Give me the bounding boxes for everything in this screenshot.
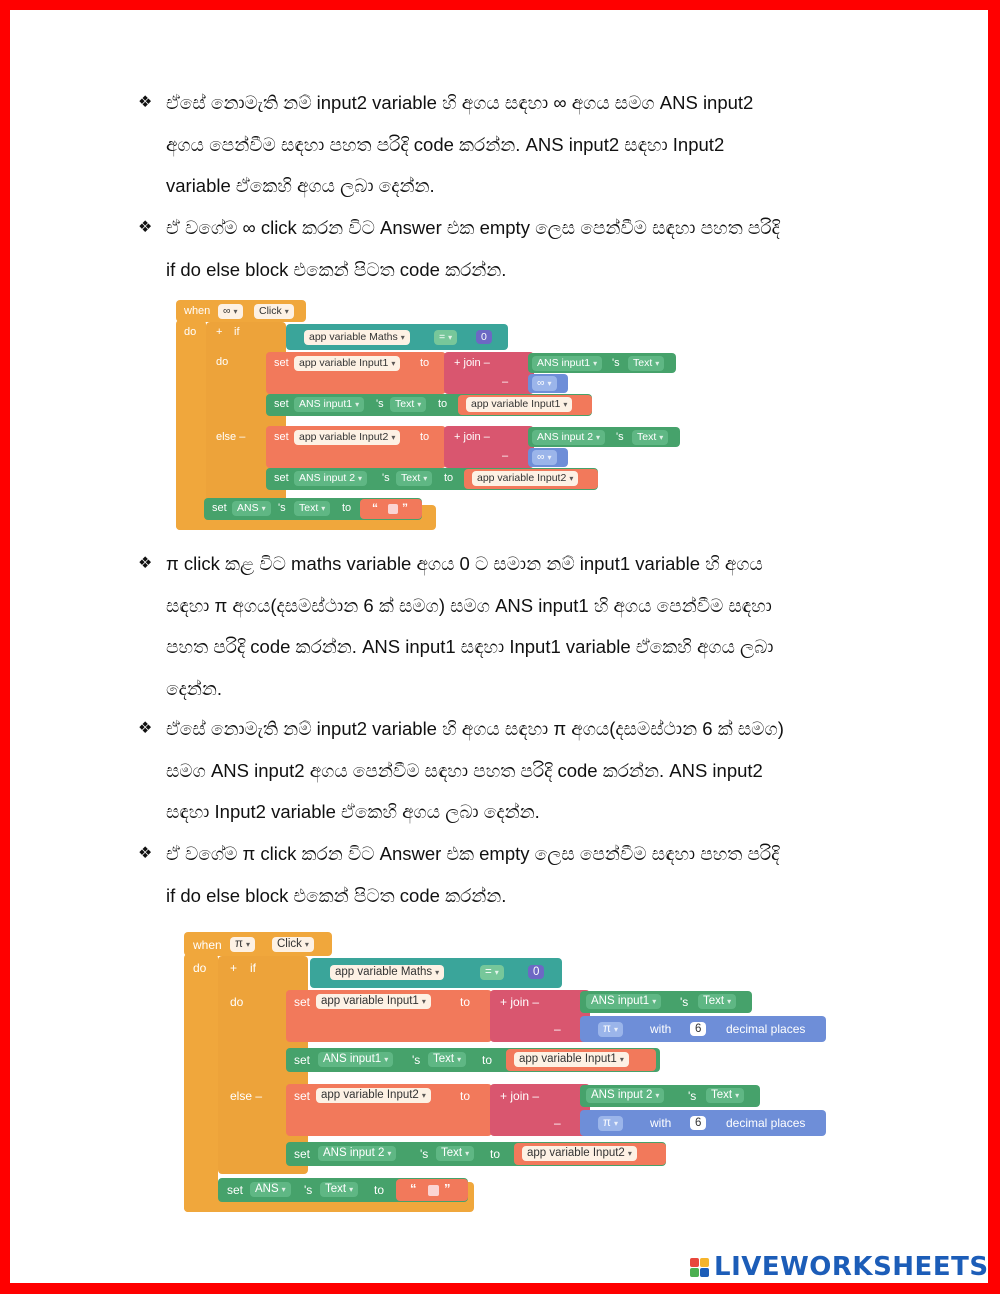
- component-dropdown[interactable]: π ▾: [230, 937, 255, 952]
- instruction-line: පහත පරිදි code කරන්න. ANS input1 සඳහා Input1 variable ඒකෙහි අගය ලබා: [166, 636, 774, 657]
- to-label: to: [460, 1089, 471, 1103]
- possessive-label: 's: [376, 398, 384, 410]
- to-label: to: [438, 398, 448, 410]
- possessive-label: 's: [278, 502, 286, 514]
- instruction-5: [138, 833, 883, 916]
- ans-dropdown[interactable]: ANS ▾: [250, 1182, 291, 1197]
- zero-number[interactable]: 0: [528, 965, 544, 979]
- zero-number[interactable]: 0: [476, 330, 492, 344]
- event-body-bar: [184, 954, 218, 1212]
- infinity-dropdown[interactable]: ∞ ▾: [532, 376, 557, 391]
- decimal-count-field[interactable]: 6: [690, 1022, 706, 1036]
- possessive-label: 's: [412, 1053, 421, 1067]
- set-label: set: [294, 1089, 311, 1103]
- set-label: set: [212, 502, 227, 514]
- text-property-dropdown[interactable]: Text ▾: [294, 501, 330, 516]
- join-dash: –: [554, 1116, 561, 1130]
- with-label: with: [650, 1116, 672, 1130]
- if-label: if: [250, 961, 256, 975]
- to-label: to: [460, 995, 471, 1009]
- maths-variable-getter[interactable]: app variable Maths ▾: [304, 330, 410, 345]
- instruction-line: සඳහා π අගය(දසමස්ථාන 6 ක් සමග) සමග ANS input1 හි අගය පෙන්වීම සඳහා: [166, 594, 772, 616]
- set-label: set: [227, 1183, 244, 1197]
- possessive-label: 's: [612, 357, 620, 369]
- to-label: to: [482, 1053, 493, 1067]
- text-property-dropdown[interactable]: Text ▾: [628, 356, 664, 371]
- when-label: when: [193, 938, 222, 952]
- to-label: to: [420, 357, 430, 369]
- set-label: set: [294, 1147, 311, 1161]
- quote-close: ”: [402, 501, 408, 515]
- instruction-line: ඒසේ නොමැති නම් input2 variable හි අගය සඳහා π අගය(දසමස්ථාන 6 ක් සමග): [166, 718, 784, 739]
- text-property-dropdown[interactable]: Text ▾: [632, 430, 668, 445]
- quote-open: “: [372, 501, 378, 515]
- instruction-line: සඳහා Input2 variable ඒකෙහි අගය ලබා දෙන්න.: [166, 801, 540, 822]
- do-branch-label: do: [230, 995, 244, 1009]
- to-label: to: [342, 502, 352, 514]
- input2-getter-dropdown[interactable]: app variable Input2 ▾: [522, 1146, 637, 1161]
- join-label: + join –: [500, 1089, 540, 1103]
- instruction-line: variable ඒකෙහි අගය ලබා දෙන්න.: [166, 175, 435, 196]
- compare-operator[interactable]: = ▾: [434, 330, 457, 345]
- quote-close: ”: [444, 1181, 451, 1196]
- with-label: with: [650, 1022, 672, 1036]
- quote-open: “: [410, 1181, 417, 1196]
- code-block-infinity: [176, 300, 696, 532]
- instruction-line: if do else block එකෙන් පිටත code කරන්න.: [166, 884, 507, 906]
- instruction-line: ඒසේ නොමැති නම් input2 variable හි අගය සඳහා ∞ අගය සමග ANS input2: [166, 92, 754, 113]
- possessive-label: 's: [304, 1183, 313, 1197]
- text-property-dropdown[interactable]: Text ▾: [706, 1088, 744, 1103]
- join-dash: –: [554, 1022, 561, 1036]
- instruction-line: දෙන්න.: [166, 677, 222, 699]
- text-property-dropdown[interactable]: Text ▾: [320, 1182, 358, 1197]
- possessive-label: 's: [420, 1147, 429, 1161]
- empty-string-field[interactable]: [388, 504, 398, 514]
- maths-variable-getter[interactable]: app variable Maths ▾: [330, 965, 444, 980]
- input1-variable-dropdown[interactable]: app variable Input1 ▾: [316, 994, 431, 1009]
- ans1-set-dropdown[interactable]: ANS input1 ▾: [318, 1052, 393, 1067]
- plus-icon[interactable]: +: [230, 961, 238, 975]
- event-body-bar: [176, 320, 206, 530]
- event-dropdown[interactable]: Click ▾: [254, 304, 294, 319]
- instruction-3: [138, 543, 883, 709]
- bullet-icon: ❖: [138, 720, 153, 737]
- instruction-line: සමග ANS input2 අගය පෙන්වීම සඳහා පහත පරිදි code කරන්න. ANS input2: [166, 759, 763, 781]
- instruction-1: [138, 82, 883, 207]
- input1-getter-dropdown[interactable]: app variable Input1 ▾: [514, 1052, 629, 1067]
- to-label: to: [374, 1183, 385, 1197]
- else-branch-label: else –: [216, 431, 246, 443]
- ans2-set-dropdown[interactable]: ANS input 2 ▾: [318, 1146, 396, 1161]
- ans2-component-dropdown[interactable]: ANS input 2 ▾: [586, 1088, 664, 1103]
- instruction-2: [138, 207, 883, 290]
- input1-getter-dropdown[interactable]: app variable Input1 ▾: [466, 397, 572, 412]
- when-label: when: [184, 305, 211, 317]
- input2-variable-dropdown[interactable]: app variable Input2 ▾: [294, 430, 400, 445]
- do-label: do: [184, 326, 197, 338]
- set-label: set: [294, 1053, 311, 1067]
- decimal-places-label: decimal places: [726, 1022, 806, 1036]
- join-dash: –: [502, 450, 509, 462]
- instruction-line: if do else block එකෙන් පිටත code කරන්න.: [166, 258, 507, 280]
- logo-icon: [690, 1258, 710, 1280]
- code-block-pi: [184, 932, 834, 1216]
- to-label: to: [444, 472, 454, 484]
- component-dropdown[interactable]: ∞ ▾: [218, 304, 243, 319]
- infinity-dropdown[interactable]: ∞ ▾: [532, 450, 557, 465]
- set-label: set: [274, 357, 289, 369]
- join-dash: –: [502, 376, 509, 388]
- liveworksheets-logo: [690, 1252, 989, 1282]
- input2-getter-dropdown[interactable]: app variable Input2 ▾: [472, 471, 578, 486]
- event-dropdown[interactable]: Click ▾: [272, 937, 314, 952]
- possessive-label: 's: [680, 995, 689, 1009]
- text-property-dropdown[interactable]: Text ▾: [428, 1052, 466, 1067]
- set-label: set: [274, 472, 289, 484]
- ans-dropdown[interactable]: ANS ▾: [232, 501, 271, 516]
- do-branch-label: do: [216, 356, 229, 368]
- text-property-dropdown[interactable]: Text ▾: [698, 994, 736, 1009]
- input1-variable-dropdown[interactable]: app variable Input1 ▾: [294, 356, 400, 371]
- ans1-component-dropdown[interactable]: ANS input1 ▾: [532, 356, 602, 371]
- bullet-icon: ❖: [138, 94, 153, 111]
- bullet-icon: ❖: [138, 845, 153, 862]
- plus-icon[interactable]: +: [216, 326, 223, 338]
- compare-operator[interactable]: = ▾: [480, 965, 504, 980]
- set-label: set: [274, 431, 289, 443]
- bullet-icon: ❖: [138, 219, 153, 236]
- else-branch-label: else –: [230, 1089, 263, 1103]
- possessive-label: 's: [688, 1089, 697, 1103]
- empty-string-field[interactable]: [428, 1185, 439, 1196]
- set-label: set: [294, 995, 311, 1009]
- instruction-line: ඒ වගේම π click කරන විට Answer එක empty ලෙස පෙන්වීම සඳහා පහත පරිදි: [166, 843, 780, 864]
- to-label: to: [490, 1147, 501, 1161]
- to-label: to: [420, 431, 430, 443]
- ans1-set-dropdown[interactable]: ANS input1 ▾: [294, 397, 364, 412]
- instruction-4: [138, 708, 883, 833]
- instruction-line: ඒ වගේම ∞ click කරන විට Answer එක empty ලෙස පෙන්වීම සඳහා පහත පරිදි: [166, 217, 780, 238]
- decimal-count-field[interactable]: 6: [690, 1116, 706, 1130]
- do-label: do: [193, 961, 207, 975]
- pi-dropdown[interactable]: π ▾: [598, 1116, 623, 1131]
- text-property-dropdown[interactable]: Text ▾: [436, 1146, 474, 1161]
- ans1-component-dropdown[interactable]: ANS input1 ▾: [586, 994, 661, 1009]
- bullet-icon: ❖: [138, 555, 153, 572]
- ans2-component-dropdown[interactable]: ANS input 2 ▾: [532, 430, 605, 445]
- join-label: + join –: [500, 995, 540, 1009]
- instruction-line: අගය පෙන්වීම සඳහා පහත පරිදි code කරන්න. ANS input2 සඳහා Input2: [166, 133, 725, 155]
- text-property-dropdown[interactable]: Text ▾: [396, 471, 432, 486]
- if-label: if: [234, 326, 240, 338]
- decimal-places-label: decimal places: [726, 1116, 806, 1130]
- set-label: set: [274, 398, 289, 410]
- pi-dropdown[interactable]: π ▾: [598, 1022, 623, 1037]
- join-label: + join –: [454, 357, 490, 369]
- ans2-set-dropdown[interactable]: ANS input 2 ▾: [294, 471, 367, 486]
- instruction-line: π click කළ විට maths variable අගය 0 ට සමාන නම් input1 variable හි අගය: [166, 553, 763, 574]
- possessive-label: 's: [382, 472, 390, 484]
- logo-text: LIVEWORKSHEETS: [714, 1252, 989, 1282]
- text-property-dropdown[interactable]: Text ▾: [390, 397, 426, 412]
- join-label: + join –: [454, 431, 490, 443]
- input2-variable-dropdown[interactable]: app variable Input2 ▾: [316, 1088, 431, 1103]
- possessive-label: 's: [616, 431, 624, 443]
